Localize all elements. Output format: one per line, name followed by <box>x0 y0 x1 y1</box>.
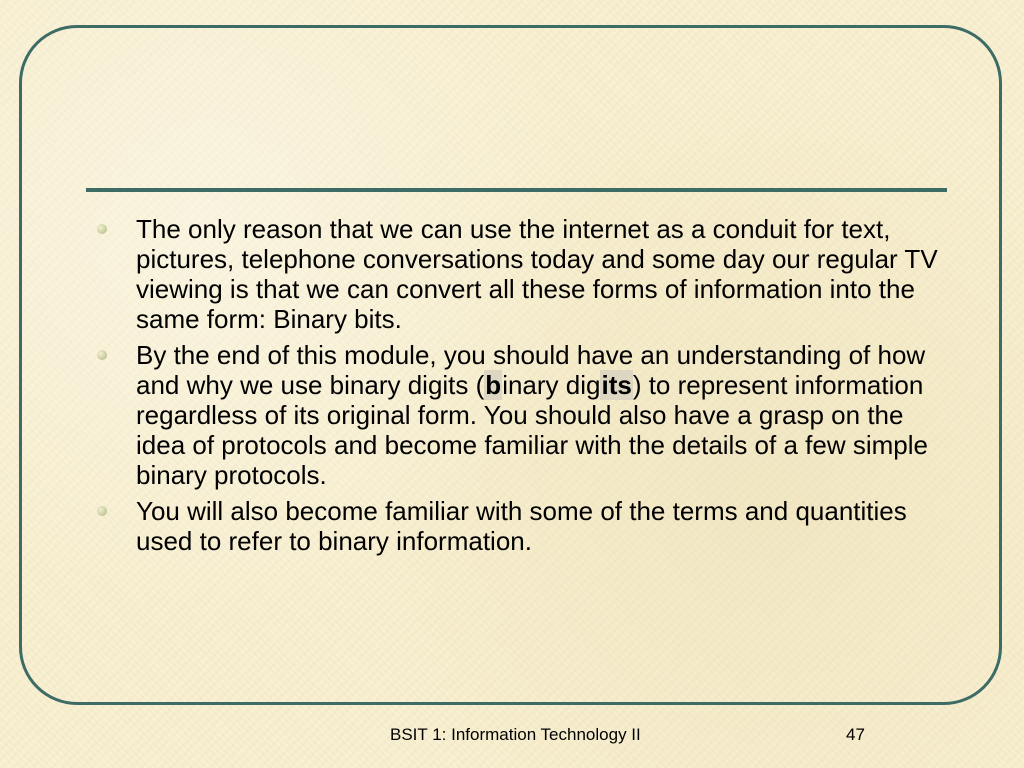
bullet-dot-icon <box>97 350 107 360</box>
bullet-item-3 <box>96 496 946 556</box>
bullet-item-1 <box>96 214 946 334</box>
bullet-list <box>96 214 946 562</box>
bullet-dot-icon <box>97 224 107 234</box>
bullet-text-3: You will also become familiar with some of the terms and quantities used to refer to binary information. <box>136 496 907 556</box>
emphasis-b: b <box>485 370 502 400</box>
bullet-text-2-intro: By the end of this module, you should have an understanding of how and why we use binary digits ( <box>136 340 926 400</box>
emphasis-its: its <box>601 370 632 400</box>
title-divider <box>86 188 947 192</box>
bullet-item-2 <box>96 340 946 490</box>
bullet-text-2-outro: ) to represent information regardless of its original form. You should also have a grasp on the idea of protocols and become familiar with the details of a few simple binary protocols. <box>136 370 928 490</box>
bullet-dot-icon <box>97 506 107 516</box>
footer-course-title: BSIT 1: Information Technology II <box>390 725 641 744</box>
bullet-text-2-mid: inary dig <box>502 370 601 400</box>
page-number: 47 <box>846 725 865 744</box>
bullet-text-1: The only reason that we can use the internet as a conduit for text, pictures, telephone conversations today and some day our regular TV viewing is that we can convert all these forms of information into the same form: Binary bits. <box>136 214 938 334</box>
